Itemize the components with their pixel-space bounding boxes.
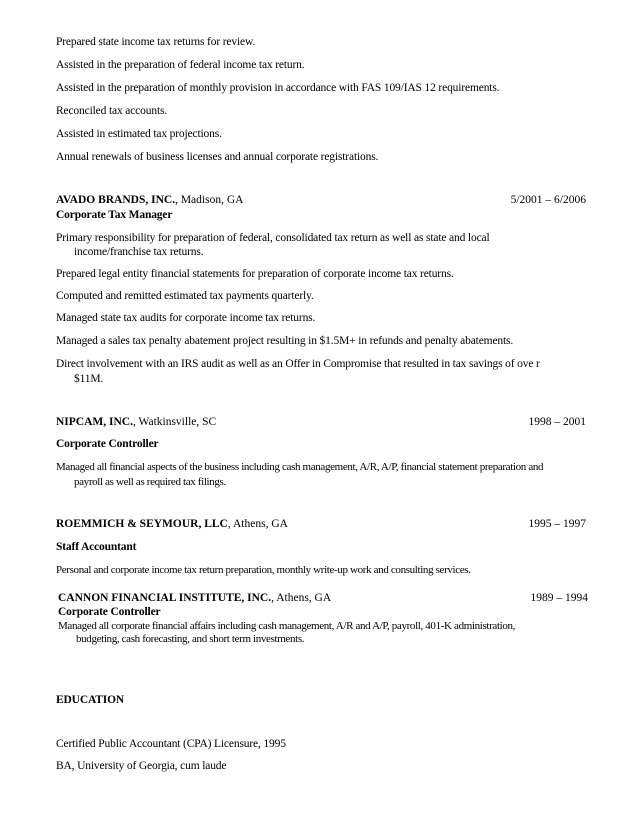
- job-title: Corporate Controller: [56, 438, 159, 450]
- company-location: , Madison, GA: [175, 194, 244, 206]
- job-dates: 5/2001 – 6/2006: [510, 194, 586, 206]
- job-title: Staff Accountant: [56, 541, 137, 553]
- job-header-roemmich: [56, 518, 586, 530]
- duty-line: Managed all financial aspects of the business including cash management, A/R, A/P, financial statement preparation and: [56, 461, 544, 473]
- duty-line: Prepared state income tax returns for review.: [56, 36, 256, 48]
- duty-line: Prepared legal entity financial statements for preparation of corporate income tax returns.: [56, 268, 454, 280]
- job-title: Corporate Tax Manager: [56, 209, 173, 221]
- duty-line: Managed all corporate financial affairs including cash management, A/R and A/P, payroll, 401-K administration,: [58, 620, 516, 632]
- company-location: , Watkinsville, SC: [132, 416, 217, 428]
- job-header-nipcam: [56, 416, 586, 428]
- company-name: NIPCAM, INC.: [56, 416, 133, 428]
- duty-line: Managed state tax audits for corporate income tax returns.: [56, 312, 316, 324]
- duty-line: Annual renewals of business licenses and annual corporate registrations.: [56, 151, 379, 163]
- education-item: Certified Public Accountant (CPA) Licensure, 1995: [56, 738, 286, 750]
- duty-line: Computed and remitted estimated tax payments quarterly.: [56, 290, 314, 302]
- section-heading-education: EDUCATION: [56, 694, 125, 706]
- company-location: , Athens, GA: [271, 592, 332, 604]
- company-location: , Athens, GA: [227, 518, 288, 530]
- duty-line: Reconciled tax accounts.: [56, 105, 168, 117]
- duty-line-continued: payroll as well as required tax filings.: [74, 476, 226, 488]
- duty-line: Assisted in the preparation of monthly provision in accordance with FAS 109/IAS 12 requirements.: [56, 82, 500, 94]
- job-dates: 1989 – 1994: [530, 592, 588, 604]
- job-header-cannon: [58, 592, 588, 604]
- duty-line: Direct involvement with an IRS audit as well as an Offer in Compromise that resulted in tax savings of ove r: [56, 358, 540, 370]
- job-dates: 1998 – 2001: [528, 416, 586, 428]
- duty-line-continued: $11M.: [74, 373, 104, 385]
- company-name: ROEMMICH & SEYMOUR, LLC: [56, 518, 228, 530]
- duty-line-continued: income/franchise tax returns.: [74, 246, 204, 258]
- duty-line: Assisted in the preparation of federal income tax return.: [56, 59, 305, 71]
- company-name: CANNON FINANCIAL INSTITUTE, INC.: [58, 592, 272, 604]
- job-dates: 1995 – 1997: [528, 518, 586, 530]
- job-title: Corporate Controller: [58, 606, 161, 618]
- duty-line: Managed a sales tax penalty abatement project resulting in $1.5M+ in refunds and penalty abatements.: [56, 335, 514, 347]
- job-header-avado: [56, 194, 586, 206]
- company-name: AVADO BRANDS, INC.: [56, 194, 176, 206]
- duty-line: Primary responsibility for preparation of federal, consolidated tax return as well as state and local: [56, 232, 490, 244]
- duty-line: Assisted in estimated tax projections.: [56, 128, 222, 140]
- education-item: BA, University of Georgia, cum laude: [56, 760, 227, 772]
- duty-line: Personal and corporate income tax return preparation, monthly write-up work and consulting services.: [56, 564, 471, 576]
- duty-line-continued: budgeting, cash forecasting, and short term investments.: [76, 633, 305, 645]
